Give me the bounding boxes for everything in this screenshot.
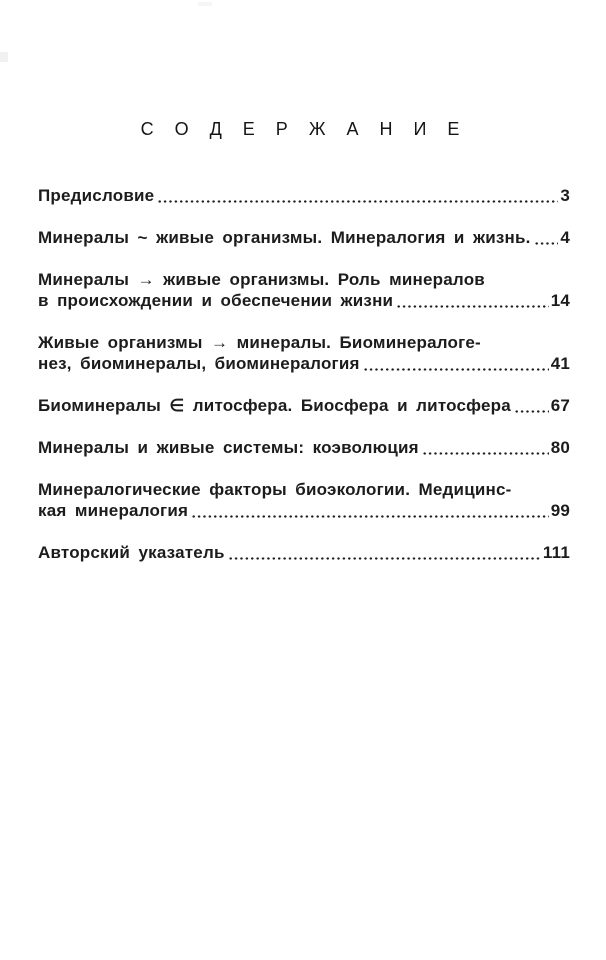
- dotted-leader: [191, 514, 549, 519]
- toc-entry-text: в происхождении и обеспечении жизни: [38, 291, 394, 310]
- toc-page-number: 80: [550, 438, 570, 457]
- toc-entry-text: Предисловие: [38, 186, 155, 205]
- toc-page-number: 41: [550, 354, 570, 373]
- dotted-leader: [534, 241, 559, 246]
- toc-entry: [38, 395, 570, 416]
- toc-entry: [38, 542, 570, 563]
- toc-entry-last-line: [38, 395, 570, 416]
- dotted-leader: [157, 199, 558, 204]
- dotted-leader: [514, 409, 549, 414]
- toc-entry-line: Минералогические факторы биоэкологии. Медицинс-: [38, 480, 512, 499]
- toc-entry-text: Минералы ~ живые организмы. Минералогия и жизнь.: [38, 228, 531, 247]
- toc-page-number: 3: [560, 186, 570, 205]
- toc-entry-last-line: [38, 353, 570, 374]
- toc-entry-text: кая минералогия: [38, 501, 189, 520]
- toc-entry-text: Авторский указатель: [38, 543, 225, 562]
- toc-entry-last-line: [38, 542, 570, 563]
- toc-entry: [38, 437, 570, 458]
- toc-entry-last-line: [38, 500, 570, 521]
- toc-entry: [38, 185, 570, 206]
- toc-entry: [38, 227, 570, 248]
- toc-page-number: 67: [550, 396, 570, 415]
- toc-page-number: 99: [550, 501, 570, 520]
- toc-page-number: 111: [542, 543, 570, 562]
- toc-entry-last-line: [38, 437, 570, 458]
- page-title: С О Д Е Р Ж А Н И Е: [140, 119, 468, 139]
- toc-entry: [38, 479, 570, 521]
- toc-entry-text: Биоминералы ∈ литосфера. Биосфера и литосфера: [38, 396, 511, 415]
- toc-entry: [38, 332, 570, 374]
- scan-artifact: [198, 2, 212, 6]
- toc-entry-line: Живые организмы → минералы. Биоминералоге-: [38, 333, 481, 352]
- toc-entry-text: Минералы и живые системы: коэволюция: [38, 438, 419, 457]
- toc-entry-line: Минералы → живые организмы. Роль минералов: [38, 270, 485, 289]
- dotted-leader: [363, 367, 549, 372]
- toc-page-number: 4: [560, 228, 570, 247]
- dotted-leader: [422, 451, 549, 456]
- toc-entry-last-line: [38, 227, 570, 248]
- scan-artifact: [0, 52, 8, 62]
- dotted-leader: [396, 304, 548, 309]
- toc-entry-last-line: [38, 290, 570, 311]
- dotted-leader: [228, 556, 541, 561]
- toc-entry-last-line: [38, 185, 570, 206]
- toc-list: [38, 185, 570, 563]
- toc-entry-text: нез, биоминералы, биоминералогия: [38, 354, 360, 373]
- toc-entry: [38, 269, 570, 311]
- toc-page-number: 14: [550, 291, 570, 310]
